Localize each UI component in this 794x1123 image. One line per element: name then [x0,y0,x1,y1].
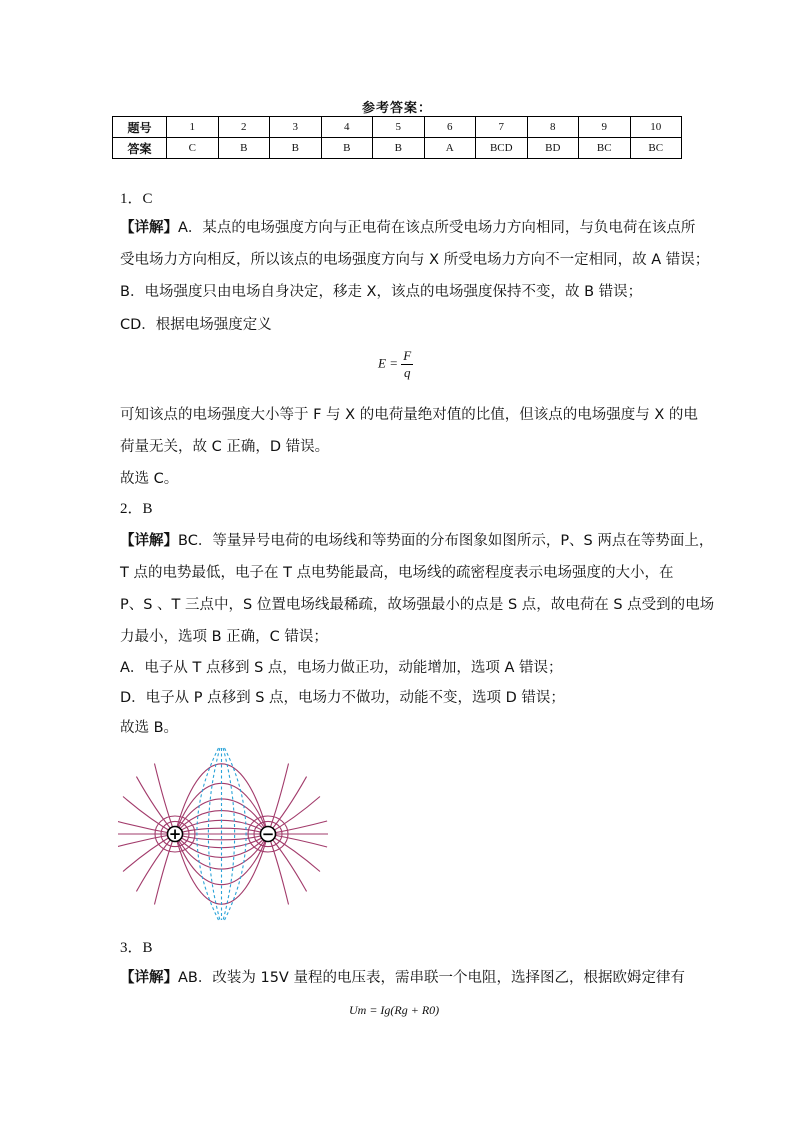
q3-text-1: AB．改装为 15V 量程的电压表，需串联一个电阻，选择图乙，根据欧姆定律有 [178,970,685,986]
question-number-cell: 7 [476,117,528,138]
q1-line-2: 受电场力方向相反，所以该点的电场强度方向与 X 所受电场力方向不一定相同，故 A 错误； [120,252,710,268]
q2-text-1: BC．等量异号电荷的电场线和等势面的分布图象如图所示，P、S 两点在等势面上， [178,533,714,549]
answer-cell: BC [579,138,631,159]
answer-cell: A [424,138,476,159]
q1-line-1 [120,218,695,238]
q2-line-1 [120,531,713,551]
eq-denominator: q [403,365,411,380]
question-number-cell: 1 [167,117,219,138]
q1-line-6: 荷量无关，故 C 正确，D 错误。 [120,439,330,455]
q2-line-4: 力最小，选项 B 正确，C 错误； [120,629,328,645]
field-line-diagram [118,746,328,922]
q1-number: 1．C [120,191,153,207]
q1-line-5: 可知该点的电场强度大小等于 F 与 X 的电荷量绝对值的比值，但该点的电场强度与 X 的电 [120,407,698,423]
q2-line-6: D．电子从 P 点移到 S 点，电场力不做功，动能不变，选项 D 错误； [120,690,565,706]
row-header-number: 题号 [113,117,167,138]
q2-line-2: T 点的电势最低，电子在 T 点电势能最高，电场线的疏密程度表示电场强度的大小，在 [120,565,674,581]
q1-detail-tag: 【详解】 [120,220,178,236]
answer-cell: C [167,138,219,159]
answer-cell: B [321,138,373,159]
eq-numerator: F [403,348,412,363]
q3-line-1 [120,968,685,988]
q2-line-3: P、S 、T 三点中，S 位置电场线最稀疏，故场强最小的点是 S 点，故电荷在 S 点受到的电场 [120,597,715,613]
answer-cell: BCD [476,138,528,159]
answer-table-answer-row [113,138,682,159]
question-number-cell: 6 [424,117,476,138]
question-number-cell: 9 [579,117,631,138]
question-number-cell: 2 [218,117,270,138]
q1-equation [378,348,413,381]
answer-cell: B [373,138,425,159]
field-line-figure [118,746,328,926]
negative-charge-symbol: − [261,825,275,843]
question-number-cell: 3 [270,117,322,138]
eq-fraction [401,348,413,381]
q1-line-7: 故选 C。 [120,471,179,487]
q2-detail-tag: 【详解】 [120,533,178,549]
q2-line-7: 故选 B。 [120,720,179,736]
answer-table-number-row [113,117,682,138]
row-header-answer: 答案 [113,138,167,159]
q3-detail-tag: 【详解】 [120,970,178,986]
answer-cell: B [270,138,322,159]
page-title: 参考答案： [361,101,432,116]
q2-number: 2．B [120,501,153,517]
question-number-cell: 4 [321,117,373,138]
answer-cell: BD [527,138,579,159]
question-number-cell: 8 [527,117,579,138]
q2-line-5: A．电子从 T 点移到 S 点，电场力做正功，动能增加，选项 A 错误； [120,660,563,676]
question-number-cell: 10 [630,117,682,138]
answer-cell: BC [630,138,682,159]
answer-table [112,116,682,159]
q3-equation: Um = Ig(Rg + R0) [349,1003,440,1017]
eq-lhs: E = [378,355,398,371]
field-lines [118,764,328,905]
q1-line-3: B．电场强度只由电场自身决定，移走 X，该点的电场强度保持不变，故 B 错误； [120,284,643,300]
question-number-cell: 5 [373,117,425,138]
positive-charge-symbol: + [168,825,182,843]
answer-cell: B [218,138,270,159]
q3-number: 3．B [120,940,153,956]
q1-line-4: CD．根据电场强度定义 [120,317,272,333]
q1-text-1: A．某点的电场强度方向与正电荷在该点所受电场力方向相同，与负电荷在该点所 [178,220,696,236]
